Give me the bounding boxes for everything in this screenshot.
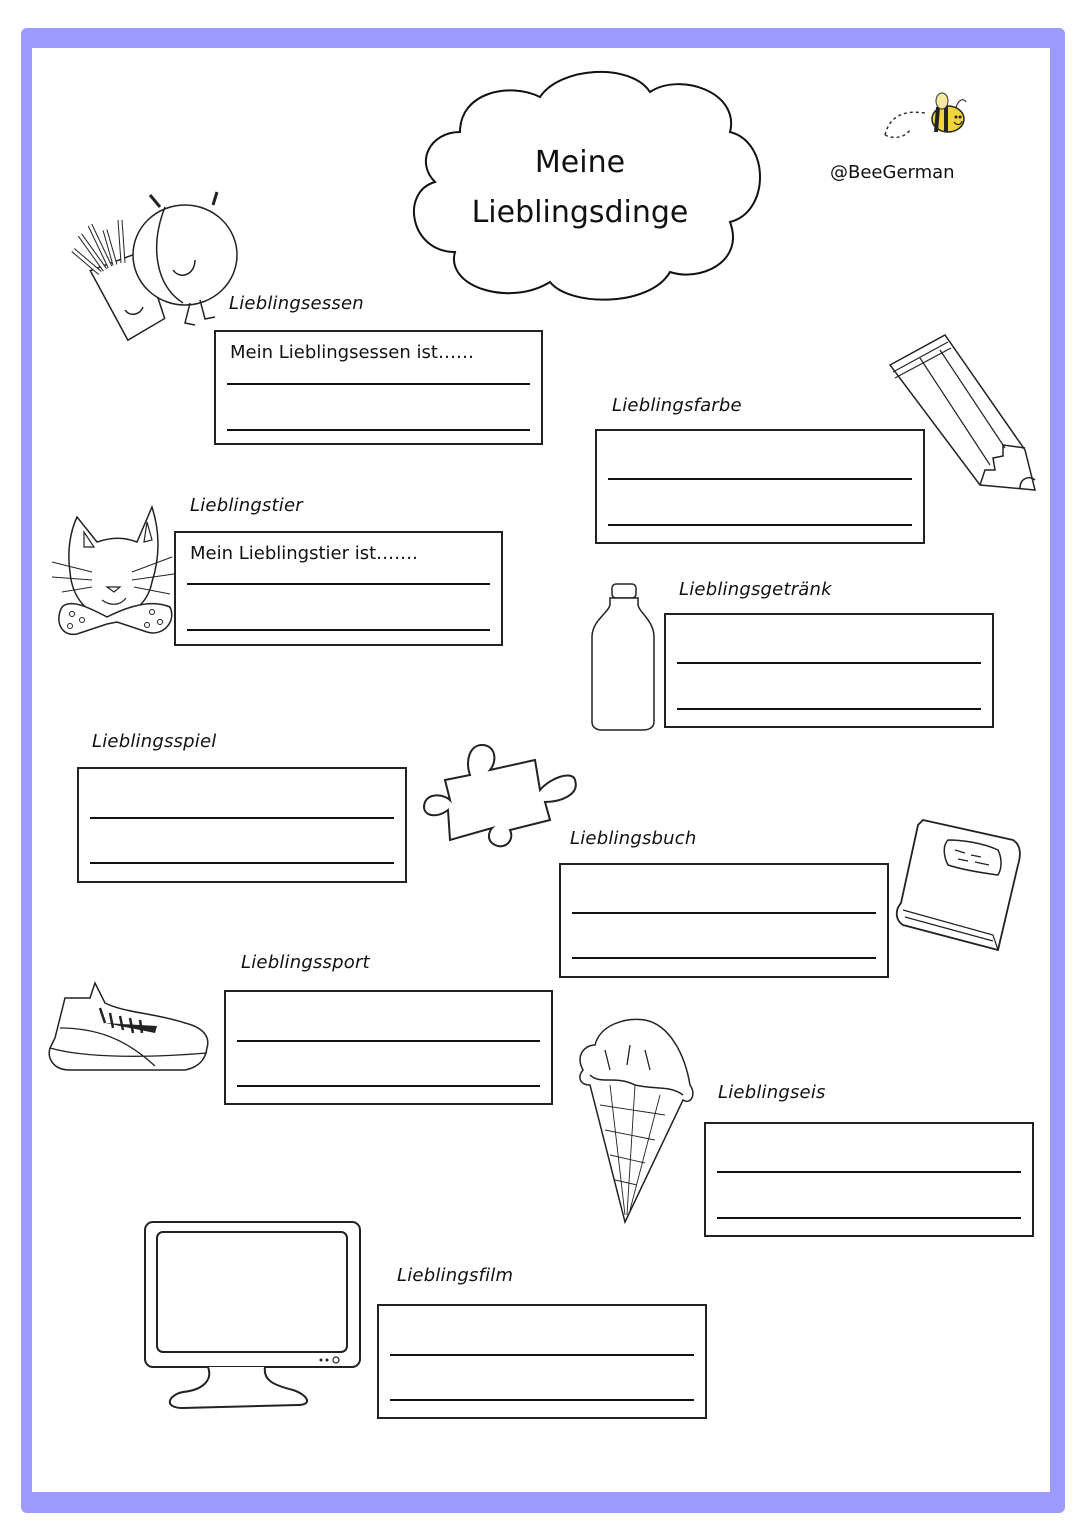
writing-line[interactable]: [390, 1399, 694, 1401]
writing-line[interactable]: [572, 957, 876, 959]
answer-prompt-essen: Mein Lieblingsessen ist……: [230, 342, 474, 363]
ice-cream-cone-icon: [575, 1015, 700, 1225]
section-label-farbe: Lieblingsfarbe: [612, 395, 742, 416]
writing-line[interactable]: [717, 1217, 1021, 1219]
answer-box-spiel[interactable]: [77, 767, 407, 883]
writing-line[interactable]: [90, 862, 394, 864]
writing-line[interactable]: [717, 1171, 1021, 1173]
section-label-buch: Lieblingsbuch: [570, 828, 697, 849]
writing-line[interactable]: [187, 583, 490, 585]
writing-line[interactable]: [572, 912, 876, 914]
section-label-film: Lieblingsfilm: [397, 1265, 514, 1286]
fries-and-apple-icon: [65, 195, 245, 350]
answer-box-essen[interactable]: [214, 330, 543, 445]
title-line-2: Lieblingsdinge: [471, 195, 689, 230]
writing-line[interactable]: [677, 708, 981, 710]
section-label-tier: Lieblingstier: [190, 495, 303, 516]
credit-handle: @BeeGerman: [830, 162, 955, 183]
writing-line[interactable]: [187, 629, 490, 631]
answer-box-film[interactable]: [377, 1304, 707, 1419]
writing-line[interactable]: [390, 1354, 694, 1356]
answer-box-sport[interactable]: [224, 990, 553, 1105]
answer-box-farbe[interactable]: [595, 429, 925, 544]
writing-line[interactable]: [237, 1085, 540, 1087]
cat-with-bowtie-icon: [52, 502, 177, 637]
answer-box-buch[interactable]: [559, 863, 889, 978]
answer-box-getraenk[interactable]: [664, 613, 994, 728]
sneaker-icon: [45, 978, 215, 1083]
writing-line[interactable]: [227, 383, 530, 385]
writing-line[interactable]: [608, 524, 912, 526]
book-icon: [893, 815, 1028, 960]
section-label-eis: Lieblingseis: [718, 1082, 826, 1103]
answer-box-eis[interactable]: [704, 1122, 1034, 1237]
section-label-spiel: Lieblingsspiel: [92, 731, 217, 752]
answer-box-tier[interactable]: [174, 531, 503, 646]
section-label-essen: Lieblingsessen: [229, 293, 364, 314]
section-label-getraenk: Lieblingsgetränk: [679, 579, 832, 600]
pencil-icon: [885, 330, 1040, 495]
title-line-1: Meine: [534, 145, 626, 180]
bottle-icon: [588, 582, 658, 732]
section-label-sport: Lieblingssport: [241, 952, 370, 973]
writing-line[interactable]: [237, 1040, 540, 1042]
answer-prompt-tier: Mein Lieblingstier ist…….: [190, 543, 418, 564]
tv-monitor-icon: [143, 1220, 363, 1410]
page-title: [440, 138, 720, 238]
puzzle-piece-icon: [420, 740, 585, 850]
writing-line[interactable]: [227, 429, 530, 431]
writing-line[interactable]: [677, 662, 981, 664]
bee-icon: [880, 95, 970, 145]
writing-line[interactable]: [90, 817, 394, 819]
writing-line[interactable]: [608, 478, 912, 480]
